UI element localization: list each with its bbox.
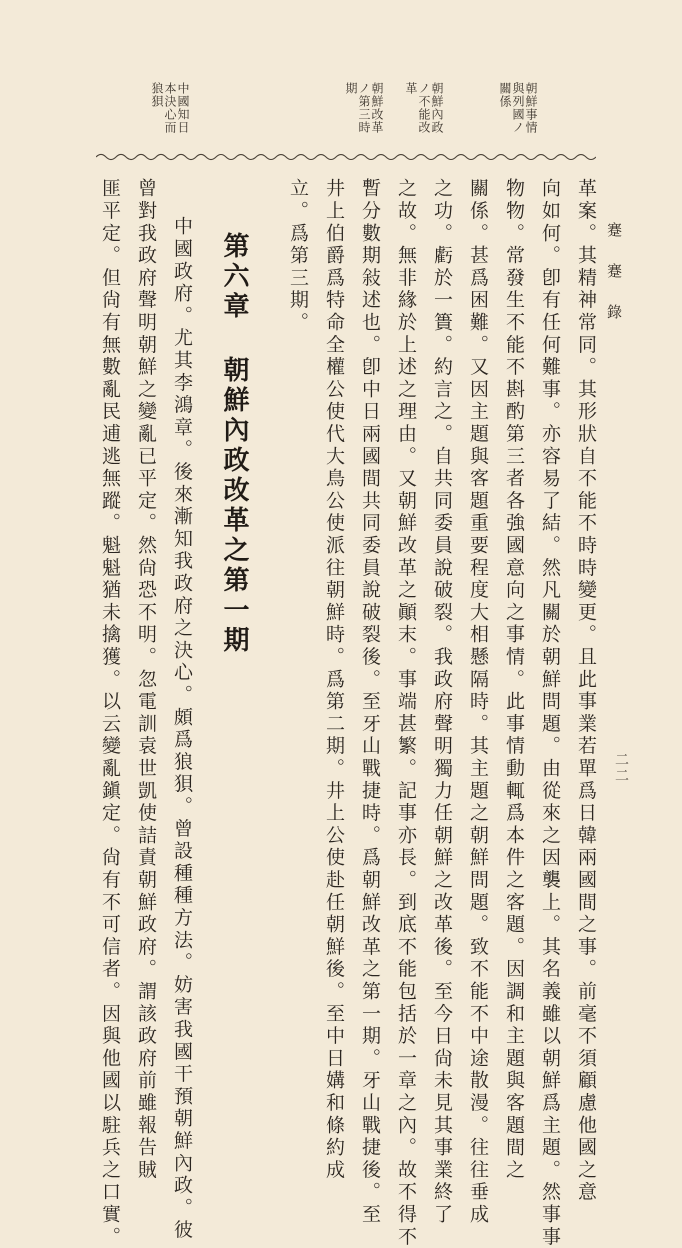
margin-note-3: 朝鮮改革 ノ第三時 期 xyxy=(344,82,384,134)
text-column: 革案。其精神常同。其形狀自不能不時時變更。且此事業若單爲日韓兩國間之事。前毫不須顧慮他國之意 xyxy=(575,178,597,1204)
text-column: 匪平定。但尙有無數亂民逋逃無蹤。魁魁猶未擒獲。以云變亂鎭定。尙有不可信者。因與他國以駐兵之口實。 xyxy=(99,178,121,1248)
chapter-number: 第六章 xyxy=(219,232,249,322)
chapter-heading xyxy=(220,232,248,656)
text-column: 暫分數期敍述也。卽中日兩國間共同委員說破裂後。至牙山戰捷時。爲朝鮮改革之第一期。牙山戰捷後。至 xyxy=(359,178,381,1227)
text-column: 井上伯爵爲特命全權公使代大鳥公使派往朝鮮時。爲第二期。井上公使赴任朝鮮後。至中日媾和條約成 xyxy=(323,178,345,1182)
text-column: 物物。常發生不能不斟酌第三者各強國意向之事情。此事情動輒爲本件之客題。因調和主題與客題間之 xyxy=(503,178,525,1182)
margin-note-4: 中國知日 本決心而 狼狽 xyxy=(150,82,190,134)
margin-note-2: 朝鮮內政 ノ不能改 革 xyxy=(404,82,444,134)
margin-note-1: 朝鮮事情 與列國ノ 關係 xyxy=(498,82,538,134)
text-column: 之功。虧於一簣。約言之。自共同委員說破裂。我政府聲明獨力任朝鮮之改革後。至今日尙未見其事業終了 xyxy=(431,178,453,1227)
text-column: 關係。甚爲困難。又因主題與客題重要程度大相懸隔時。其主題之朝鮮問題。致不能不中途散漫。往往垂成 xyxy=(467,178,489,1227)
text-column: 向如何。卽有任何難事。亦容易了結。然凡關於朝鮮問題。由從來之因襲上。其名義雖以朝鮮爲主題。然事事 xyxy=(539,178,561,1248)
running-title: 蹇蹇錄 xyxy=(605,222,623,345)
text-column: 之故。無非緣於上述之理由。又朝鮮改革之顚末。事端甚繁。記事亦長。到底不能包括於一章之內。故不得不 xyxy=(395,178,417,1248)
page-number: 二二 xyxy=(613,752,629,784)
text-column: 中國政府。尤其李鴻章。後來漸知我政府之決心。頗爲狼狽。曾設種種方法。妨害我國干預朝鮮內政。彼 xyxy=(171,216,193,1242)
wavy-divider xyxy=(96,150,596,164)
text-column: 立。爲第三期。 xyxy=(287,178,309,335)
chapter-title: 朝鮮內政改革之第一期 xyxy=(219,356,249,656)
text-column: 曾對我政府聲明朝鮮之變亂已平定。然尙恐不明。忽電訓袁世凱使詰責朝鮮政府。謂該政府前雖報告賊 xyxy=(135,178,157,1182)
